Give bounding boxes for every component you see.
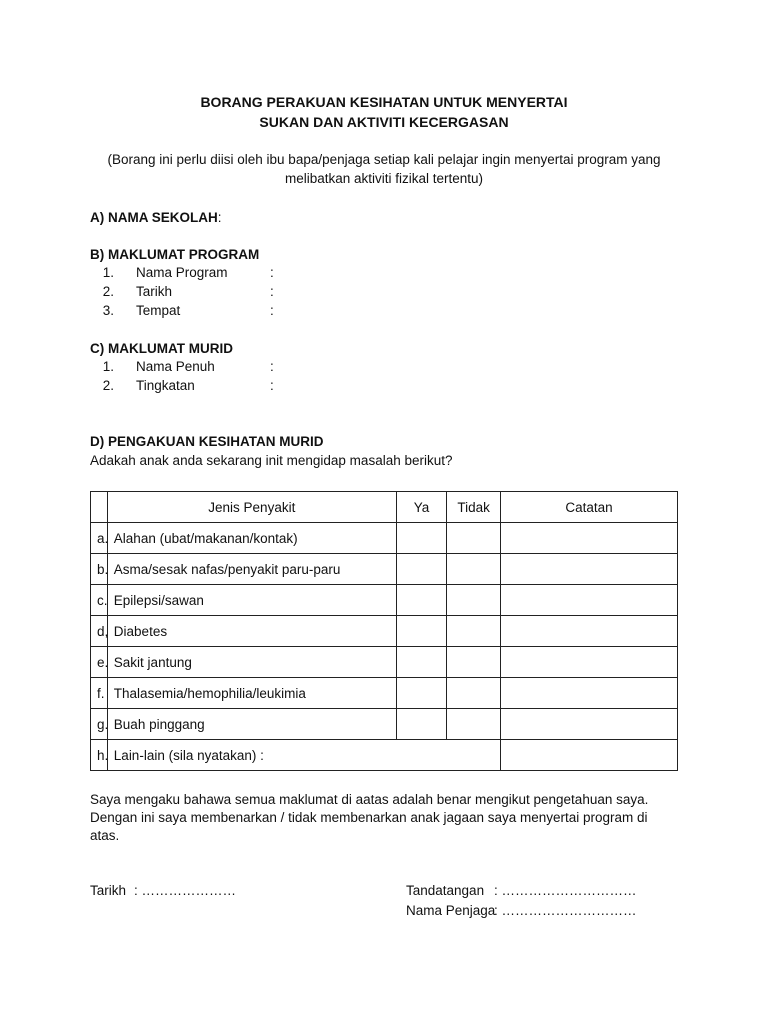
section-a (90, 210, 222, 225)
section-c-list (90, 359, 390, 399)
catatan-cell[interactable] (500, 709, 677, 740)
ya-cell[interactable] (396, 678, 446, 709)
catatan-cell[interactable] (500, 740, 677, 771)
tidak-cell[interactable] (447, 616, 501, 647)
header-catatan: Catatan (500, 492, 677, 523)
declaration-line1: Saya mengaku bahawa semua maklumat di aatas adalah benar mengikut pengetahuan saya. (90, 792, 649, 807)
list-item-number: 1. (102, 359, 114, 374)
row-letter: b. (91, 554, 108, 585)
program-name-field[interactable]: : (270, 265, 274, 280)
row-disease: Sakit jantung (107, 647, 396, 678)
section-c-heading: C) MAKLUMAT MURID (90, 341, 233, 356)
guardian-name-label: Nama Penjaga (406, 903, 496, 918)
header-tidak: Tidak (447, 492, 501, 523)
ya-cell[interactable] (396, 554, 446, 585)
row-disease: Asma/sesak nafas/penyakit paru-paru (107, 554, 396, 585)
declaration-line3: atas. (90, 828, 120, 843)
tidak-cell[interactable] (447, 585, 501, 616)
section-d-heading: D) PENGAKUAN KESIHATAN MURID (90, 434, 324, 449)
section-a-colon: : (217, 210, 222, 225)
tidak-cell[interactable] (447, 709, 501, 740)
signature-field[interactable]: : ………………………… (494, 883, 637, 898)
row-letter: e. (91, 647, 108, 678)
row-disease: Buah pinggang (107, 709, 396, 740)
row-letter: h. (91, 740, 108, 771)
row-letter: a. (91, 523, 108, 554)
program-place-label: Tempat (136, 303, 181, 318)
student-form-label: Tingkatan (136, 378, 195, 393)
header-letter (91, 492, 108, 523)
row-disease: Alahan (ubat/makanan/kontak) (107, 523, 396, 554)
row-disease: Thalasemia/hemophilia/leukimia (107, 678, 396, 709)
guardian-name-field[interactable]: : ………………………… (494, 903, 637, 918)
catatan-cell[interactable] (500, 647, 677, 678)
section-d-question: Adakah anak anda sekarang init mengidap masalah berikut? (90, 453, 453, 468)
table-header-row (91, 492, 678, 523)
table-row (91, 585, 678, 616)
row-letter: c. (91, 585, 108, 616)
signature-label: Tandatangan (406, 883, 485, 898)
program-date-label: Tarikh (136, 284, 173, 299)
date-field[interactable]: : ………………… (134, 883, 237, 898)
table-row (91, 709, 678, 740)
catatan-cell[interactable] (500, 585, 677, 616)
list-item-number: 1. (102, 265, 114, 280)
ya-cell[interactable] (396, 647, 446, 678)
ya-cell[interactable] (396, 709, 446, 740)
row-disease: Diabetes (107, 616, 396, 647)
form-instructions-line2: melibatkan aktiviti fizikal tertentu) (284, 171, 484, 186)
list-item-number: 2. (102, 284, 114, 299)
program-place-field[interactable]: : (270, 303, 274, 318)
form-title-line2: SUKAN DAN AKTIVITI KECERGASAN (259, 114, 509, 130)
section-a-heading: A) NAMA SEKOLAH (90, 210, 218, 225)
program-date-field[interactable]: : (270, 284, 274, 299)
row-disease: Epilepsi/sawan (107, 585, 396, 616)
student-form-field[interactable]: : (270, 378, 274, 393)
header-ya: Ya (396, 492, 446, 523)
table-row (91, 647, 678, 678)
catatan-cell[interactable] (500, 523, 677, 554)
catatan-cell[interactable] (500, 554, 677, 585)
tidak-cell[interactable] (447, 678, 501, 709)
row-letter: f. (91, 678, 108, 709)
section-b-heading: B) MAKLUMAT PROGRAM (90, 247, 260, 262)
health-table (90, 491, 678, 771)
header-disease: Jenis Penyakit (107, 492, 396, 523)
other-disease-field[interactable]: Lain-lain (sila nyatakan) : (107, 740, 500, 771)
tidak-cell[interactable] (447, 523, 501, 554)
row-letter: d, (91, 616, 108, 647)
table-row-other (91, 740, 678, 771)
date-label: Tarikh (90, 883, 127, 898)
student-name-label: Nama Penuh (136, 359, 215, 374)
section-b-list (90, 265, 390, 325)
list-item-number: 2. (102, 378, 114, 393)
ya-cell[interactable] (396, 523, 446, 554)
catatan-cell[interactable] (500, 616, 677, 647)
student-name-field[interactable]: : (270, 359, 274, 374)
declaration-line2: Dengan ini saya membenarkan / tidak membenarkan anak jagaan saya menyertai program di (90, 810, 648, 825)
tidak-cell[interactable] (447, 647, 501, 678)
form-title-line1: BORANG PERAKUAN KESIHATAN UNTUK MENYERTAI (200, 94, 568, 110)
table-row (91, 616, 678, 647)
program-name-label: Nama Program (136, 265, 228, 280)
list-item-number: 3. (102, 303, 114, 318)
table-row (91, 678, 678, 709)
catatan-cell[interactable] (500, 678, 677, 709)
ya-cell[interactable] (396, 585, 446, 616)
table-row (91, 554, 678, 585)
form-instructions-line1: (Borang ini perlu diisi oleh ibu bapa/penjaga setiap kali pelajar ingin menyertai program yang (107, 152, 661, 167)
row-letter: g. (91, 709, 108, 740)
ya-cell[interactable] (396, 616, 446, 647)
table-row (91, 523, 678, 554)
tidak-cell[interactable] (447, 554, 501, 585)
